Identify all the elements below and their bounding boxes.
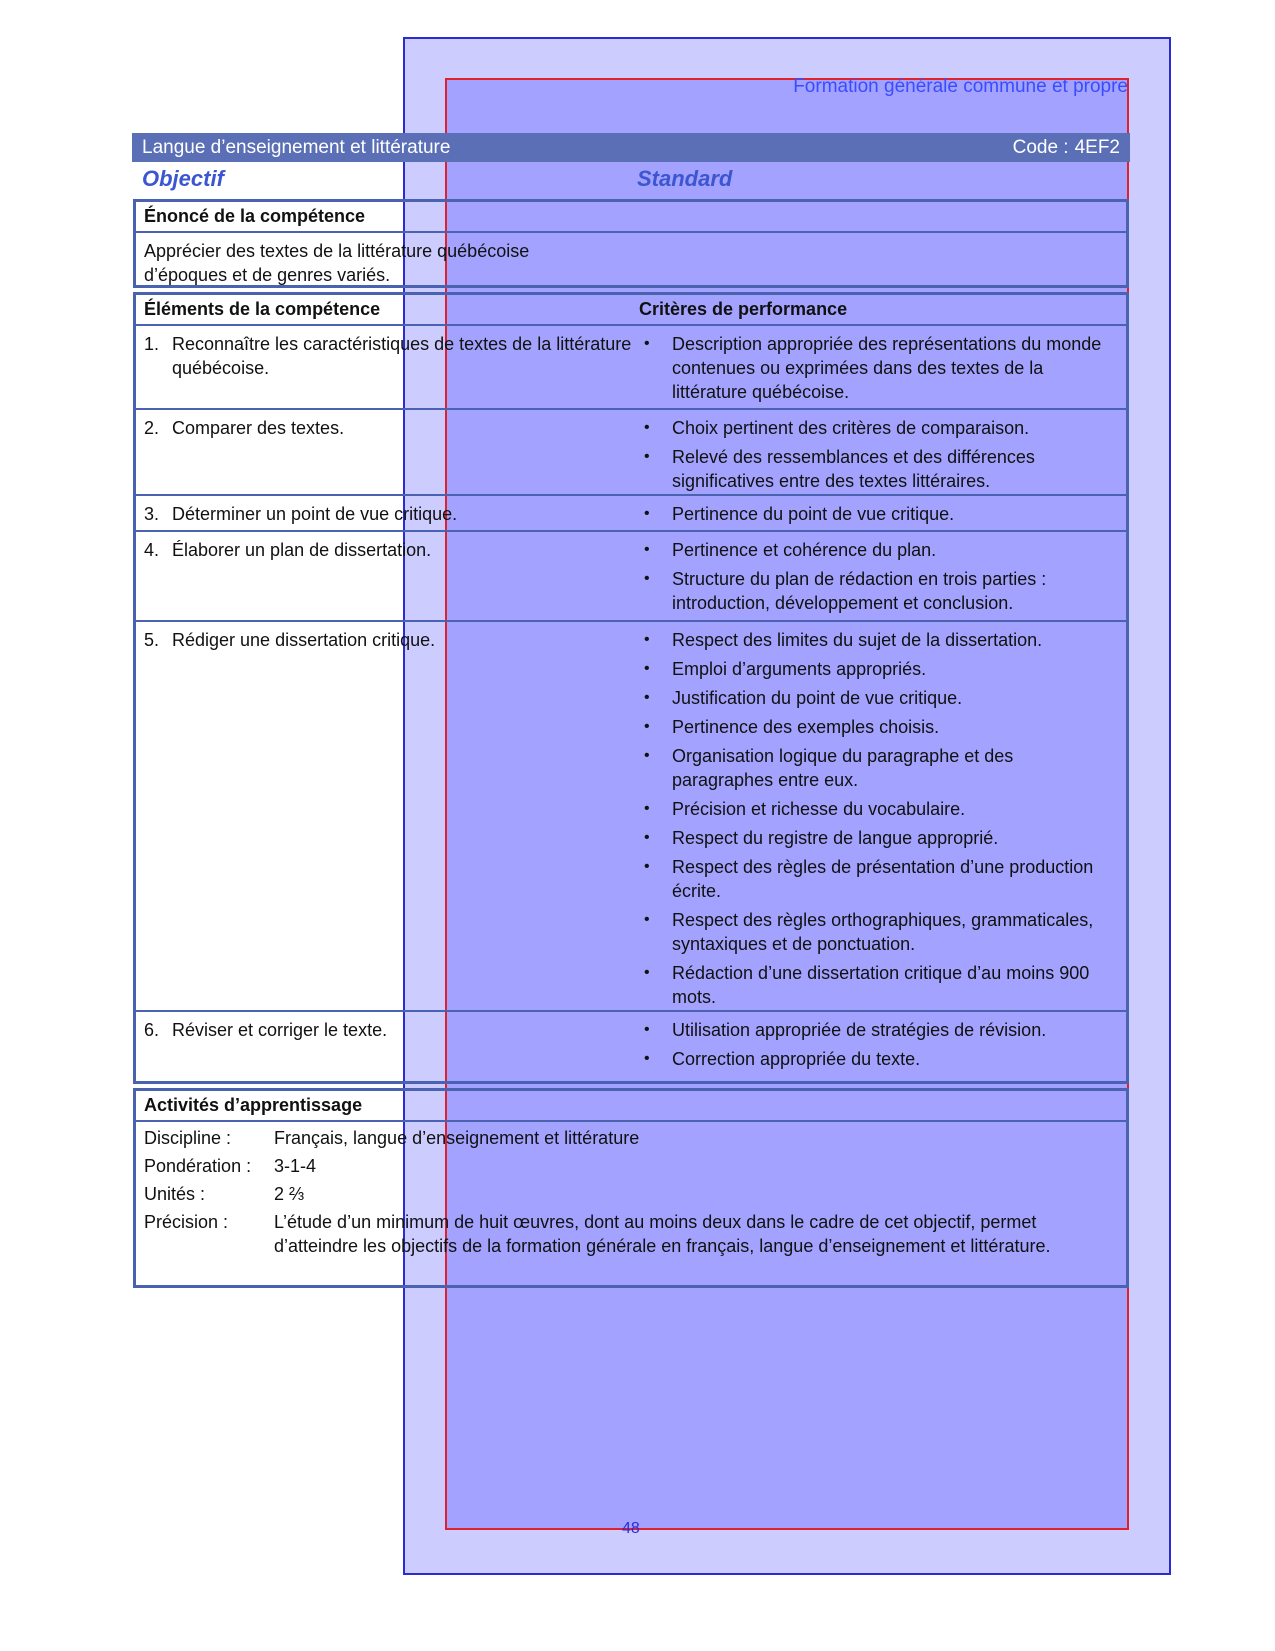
bullet-icon: • [644,660,650,677]
criteria-cell [644,502,1126,524]
discipline-value: Français, langue d’enseignement et littérature [274,1128,640,1148]
element-row [136,410,1126,496]
enonce-heading: Énoncé de la compétence [136,202,1126,233]
bullet-icon: • [644,631,650,648]
criterion [644,657,1112,681]
criterion [644,332,1112,404]
criterion-text: Pertinence du point de vue critique. [672,504,955,524]
bullet-icon: • [644,570,650,587]
bullet-icon: • [644,747,650,764]
objectif-label: Objectif [142,166,224,191]
element-number: 1. [144,334,160,354]
criterion-text: Choix pertinent des critères de comparaison. [672,418,1030,438]
element-cell [136,416,644,488]
criterion-text: Respect des règles orthographiques, grammaticales, syntaxiques et de ponctuation. [672,910,1094,954]
criterion [644,538,1112,562]
unites-value: 2 ⅔ [274,1184,305,1204]
bullet-icon: • [644,335,650,352]
criterion-text: Organisation logique du paragraphe et des paragraphes entre eux. [672,746,1014,790]
element-number: 6. [144,1020,160,1040]
criteria-cell [644,628,1126,1007]
element-row [136,532,1126,622]
criterion-text: Respect des règles de présentation d’une production écrite. [672,857,1094,901]
activites-box [133,1088,1129,1288]
criterion-text: Respect des limites du sujet de la dissertation. [672,630,1043,650]
element-text: Déterminer un point de vue critique. [172,504,458,524]
bullet-icon: • [644,505,650,522]
bullet-icon: • [644,419,650,436]
bullet-icon: • [644,964,650,981]
criterion-text: Pertinence et cohérence du plan. [672,540,937,560]
element-row [136,496,1126,532]
criterion-text: Emploi d’arguments appropriés. [672,659,927,679]
element-row [136,622,1126,1012]
enonce-line: d’époques et de genres variés. [144,265,391,285]
running-title: Formation générale commune et propre [793,76,1128,97]
criterion [644,744,1112,792]
criteria-cell [644,538,1126,614]
criterion [644,628,1112,652]
enonce-box [133,199,1129,288]
activites-body [136,1122,1126,1266]
criterion-text: Respect du registre de langue approprié. [672,828,999,848]
discipline-row [144,1126,1118,1150]
bullet-icon: • [644,1021,650,1038]
criterion [644,686,1112,710]
bullet-icon: • [644,541,650,558]
elements-header [136,295,1126,326]
unites-label: Unités : [144,1184,206,1204]
element-number: 2. [144,418,160,438]
element-number: 4. [144,540,160,560]
criterion [644,826,1112,850]
elements-heading: Éléments de la compétence [144,299,381,319]
criterion-text: Pertinence des exemples choisis. [672,717,940,737]
criteria-cell [644,416,1126,491]
precision-value: L’étude d’un minimum de huit œuvres, dont au moins deux dans le cadre de cet objectif, permet d’atteindre les objectifs de la formation générale en français, langue d’enseignement et littérature. [274,1212,1051,1256]
criterion-text: Structure du plan de rédaction en trois parties : introduction, développement et conclusion. [672,569,1047,613]
code-label: Code : [1012,136,1069,158]
element-cell [136,628,644,1004]
criterion-text: Description appropriée des représentations du monde contenues ou exprimées dans des textes de la littérature québécoise. [672,334,1102,402]
unites-row [144,1182,1118,1206]
criterion [644,502,1112,526]
criterion-text: Précision et richesse du vocabulaire. [672,799,966,819]
criterion-text: Rédaction d’une dissertation critique d’au moins 900 mots. [672,963,1090,1007]
criterion [644,908,1112,956]
page-number: 48 [622,1520,640,1537]
subject-title: Langue d’enseignement et littérature [142,136,451,158]
bullet-icon: • [644,448,650,465]
criterion [644,416,1112,440]
element-cell [136,1018,644,1068]
element-row [136,326,1126,410]
element-cell [136,538,644,614]
bullet-icon: • [644,829,650,846]
criterion-text: Justification du point de vue critique. [672,688,963,708]
enonce-line: Apprécier des textes de la littérature québécoise [144,241,530,261]
enonce-body [136,233,1126,293]
element-text: Réviser et corriger le texte. [172,1020,388,1040]
element-number: 5. [144,630,160,650]
bullet-icon: • [644,718,650,735]
ponderation-value: 3-1-4 [274,1156,317,1176]
code-group [1013,137,1120,159]
criterion-text: Relevé des ressemblances et des différences significatives entre des textes littéraires. [672,447,1035,491]
criterion [644,961,1112,1009]
criteria-cell [644,332,1126,402]
bullet-icon: • [644,911,650,928]
criterion [644,855,1112,903]
element-text: Élaborer un plan de dissertation. [172,540,432,560]
element-row [136,1012,1126,1074]
bullet-icon: • [644,689,650,706]
criterion [644,445,1112,493]
ponderation-label: Pondération : [144,1156,252,1176]
element-cell [136,502,644,524]
criteres-heading: Critères de performance [639,299,848,319]
bullet-icon: • [644,858,650,875]
precision-row [144,1210,1118,1258]
discipline-label: Discipline : [144,1128,232,1148]
criteria-cell [644,1018,1126,1068]
element-number: 3. [144,504,160,524]
element-text: Reconnaître les caractéristiques de textes de la littérature québécoise. [172,334,632,378]
element-cell [136,332,644,402]
bullet-icon: • [644,800,650,817]
code-value: 4EF2 [1074,136,1120,158]
criterion [644,1018,1112,1042]
ponderation-row [144,1154,1118,1178]
criterion [644,797,1112,821]
elements-box [133,292,1129,1084]
activites-heading: Activités d’apprentissage [136,1091,1126,1122]
criterion-text: Correction appropriée du texte. [672,1049,921,1069]
element-text: Rédiger une dissertation critique. [172,630,436,650]
criterion [644,1047,1112,1071]
criterion-text: Utilisation appropriée de stratégies de révision. [672,1020,1047,1040]
bullet-icon: • [644,1050,650,1067]
precision-label: Précision : [144,1212,229,1232]
criterion [644,715,1112,739]
element-text: Comparer des textes. [172,418,345,438]
standard-label: Standard [637,166,733,191]
objectif-standard-row [132,166,1130,196]
criterion [644,567,1112,615]
title-bar [132,133,1130,162]
